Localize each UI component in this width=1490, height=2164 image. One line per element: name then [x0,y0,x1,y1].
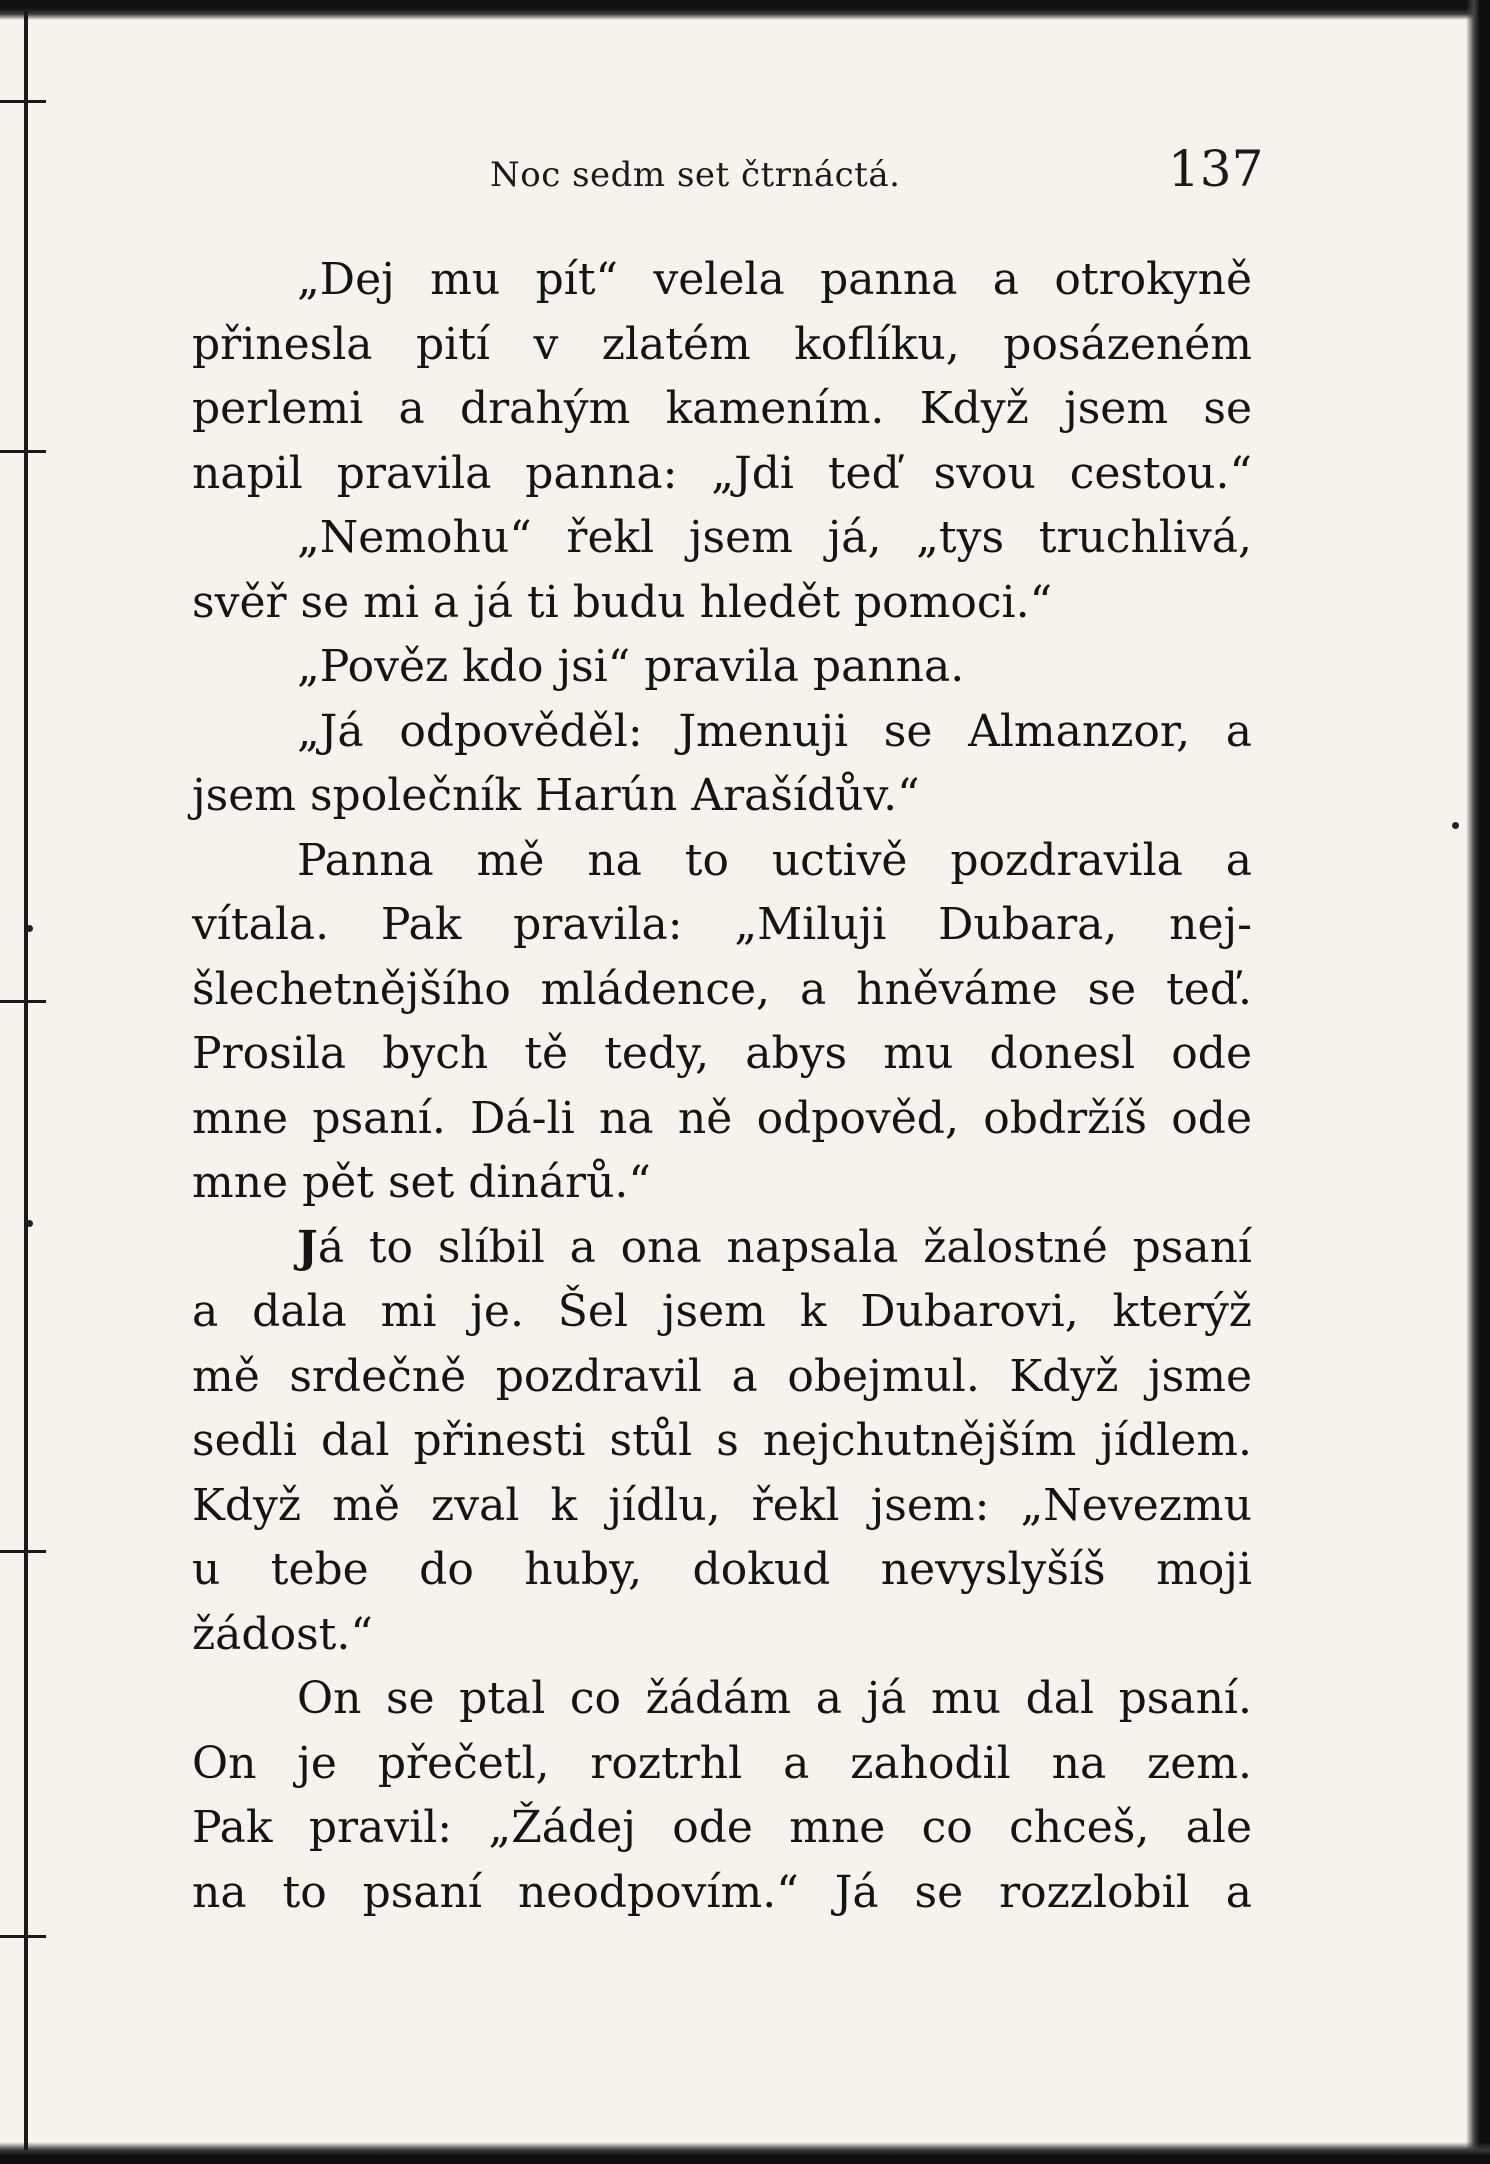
text-line: vítala. Pak pravila: „Miluji Dubara, nej- [192,899,1252,950]
text-line: mne pět set dinárů.“ [192,1157,651,1208]
text-line: jsem společník Harún Arašídův.“ [192,770,920,821]
text-line: Já to slíbil a ona napsala žalostné psaní [297,1221,1252,1273]
text-line: žádost.“ [192,1608,373,1660]
text-line: sedli dal přinesti stůl s nejchutnějším jídlem. [192,1415,1252,1466]
text-line: Panna mě na to uctivě pozdravila a [297,834,1252,886]
ink-speck [26,1220,33,1227]
text-line: mne psaní. Dá-li na ně odpověd, obdržíš ode [192,1092,1252,1144]
page-number: 137 [1168,140,1264,198]
text-line: On se ptal co žádám a já mu dal psaní. [297,1673,1252,1724]
binding-mark [0,1550,46,1553]
text-line: perlemi a drahým kamením. Když jsem se [192,383,1252,434]
scan-border-top [0,0,1490,20]
text-line: na to psaní neodpovím.“ Já se rozzlobil a [192,1866,1252,1918]
binding-mark [0,450,46,453]
text-line: přinesla pití v zlatém koflíku, posázeném [192,318,1252,370]
text-line: Když mě zval k jídlu, řekl jsem: „Nevezmu [192,1479,1252,1531]
text-line: šlechetnějšího mládence, a hněváme se teď. [192,963,1252,1015]
binding-edge [24,10,28,2150]
text-line: a dala mi je. Šel jsem k Dubarovi, kterýž [192,1286,1252,1337]
text-line: „Nemohu“ řekl jsem já, „tys truchlivá, [297,512,1252,563]
text-line: Pak pravil: „Žádej ode mne co chceš, ale [192,1802,1252,1853]
text-line: mě srdečně pozdravil a obejmul. Když jsme [192,1350,1252,1402]
text-line: „Dej mu pít“ velela panna a otrokyně [297,254,1252,305]
text-line: „Já odpověděl: Jmenuji se Almanzor, a [297,705,1252,757]
text-line: u tebe do huby, dokud nevyslyšíš moji [192,1544,1252,1595]
running-title: Noc sedm set čtrnáctá. [490,155,901,195]
binding-mark [0,1000,46,1003]
binding-mark [0,100,46,103]
text-line: On je přečetl, roztrhl a zahodil na zem. [192,1737,1252,1789]
body-text [192,248,1252,1925]
text-line: svěř se mi a já ti budu hledět pomoci.“ [192,576,1053,628]
scan-border-bottom [0,2142,1490,2164]
ink-speck [1452,822,1459,829]
text-line: „Pověz kdo jsi“ pravila panna. [297,641,965,692]
ink-speck [26,925,33,932]
scan-border-right [1466,0,1490,2164]
text-line: napil pravila panna: „Jdi teď svou cestou.“ [192,447,1252,499]
text-line: Prosila bych tě tedy, abys mu donesl ode [192,1028,1252,1079]
binding-mark [0,1935,46,1938]
